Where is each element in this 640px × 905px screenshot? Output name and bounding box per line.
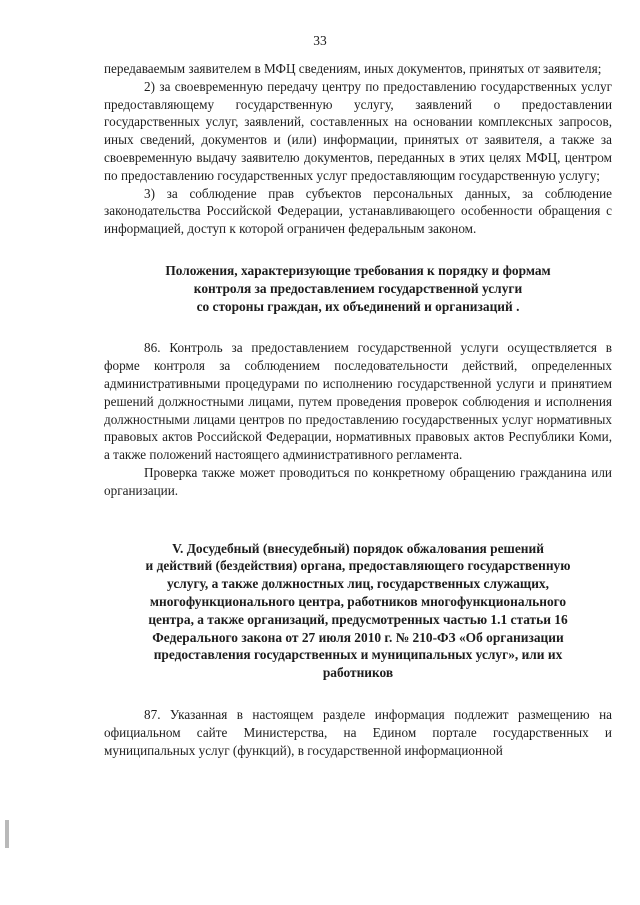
- heading-line: и действий (бездействия) органа, предоставляющего государственную: [145, 558, 571, 574]
- heading-line: контроля за предоставлением государственной услуги: [193, 280, 523, 296]
- paragraph-87: 87. Указанная в настоящем разделе информация подлежит размещению на официальном сайте Министерства, на Едином портале государственных и муниципальных услуг (функций), в государственной информационной: [104, 706, 612, 758]
- spacer: [104, 238, 612, 262]
- paragraph-continuation: передаваемым заявителем в МФЦ сведениям, иных документов, принятых от заявителя;: [104, 61, 602, 76]
- document-body: [104, 60, 612, 759]
- paragraph-86: 86. Контроль за предоставлением государственной услуги осуществляется в форме контроля за соблюдением последовательности действий, определенных административными процедурами по исполнению государственной услуги и принятием решений должностными лицами, путем проведения проверок соблюдения и исполнения должностными лицами центров по предоставлению государственных услуг нормативных правовых актов Российской Федерации, нормативных правовых актов Республики Коми, а также положений настоящего административного регламента.: [104, 340, 612, 463]
- heading-line: Федерального закона от 27 июля 2010 г. № 210-ФЗ «Об организации: [152, 629, 564, 645]
- heading-line: многофункционального центра, работников многофункционального: [149, 593, 567, 609]
- paragraph-item-2: 2) за своевременную передачу центру по предоставлению государственных услуг предоставляющему государственную услугу, заявлений о предоставлении государственных услуг, заявлений, составленных на основании комплексных запросов, иных сведений, документов и (или) информации, принятых от заявителя, а также за своевременную выдачу заявителю документов, переданных в этих целях МФЦ, центром по предоставлению государственных услуг предоставляющим государственную услугу;: [104, 78, 612, 183]
- heading-line: центра, а также организаций, предусмотренных частью 1.1 статьи 16: [148, 611, 568, 627]
- spacer: [104, 315, 612, 339]
- heading-line: предоставления государственных и муниципальных услуг», или их: [153, 647, 563, 663]
- page-number: 33: [313, 33, 327, 48]
- spacer: [104, 682, 612, 706]
- heading-line: со стороны граждан, их объединений и организаций .: [196, 298, 520, 314]
- heading-line: V. Досудебный (внесудебный) порядок обжалования решений: [172, 540, 544, 556]
- heading-line: Положения, характеризующие требования к порядку и формам: [165, 262, 551, 278]
- spacer: [104, 500, 612, 540]
- heading-line: услугу, а также должностных лиц, государственных служащих,: [167, 576, 549, 592]
- section-heading-control: [104, 262, 612, 315]
- scan-margin-mark: [5, 820, 9, 848]
- paragraph-inspection: Проверка также может проводиться по конкретному обращению гражданина или организации.: [104, 464, 612, 498]
- section-heading-v: [104, 540, 612, 682]
- paragraph-item-3: 3) за соблюдение прав субъектов персональных данных, за соблюдение законодательства Российской Федерации, устанавливающего особенности обращения с информацией, доступ к которой ограничен федеральным законом.: [104, 185, 612, 237]
- heading-line: работников: [322, 665, 394, 681]
